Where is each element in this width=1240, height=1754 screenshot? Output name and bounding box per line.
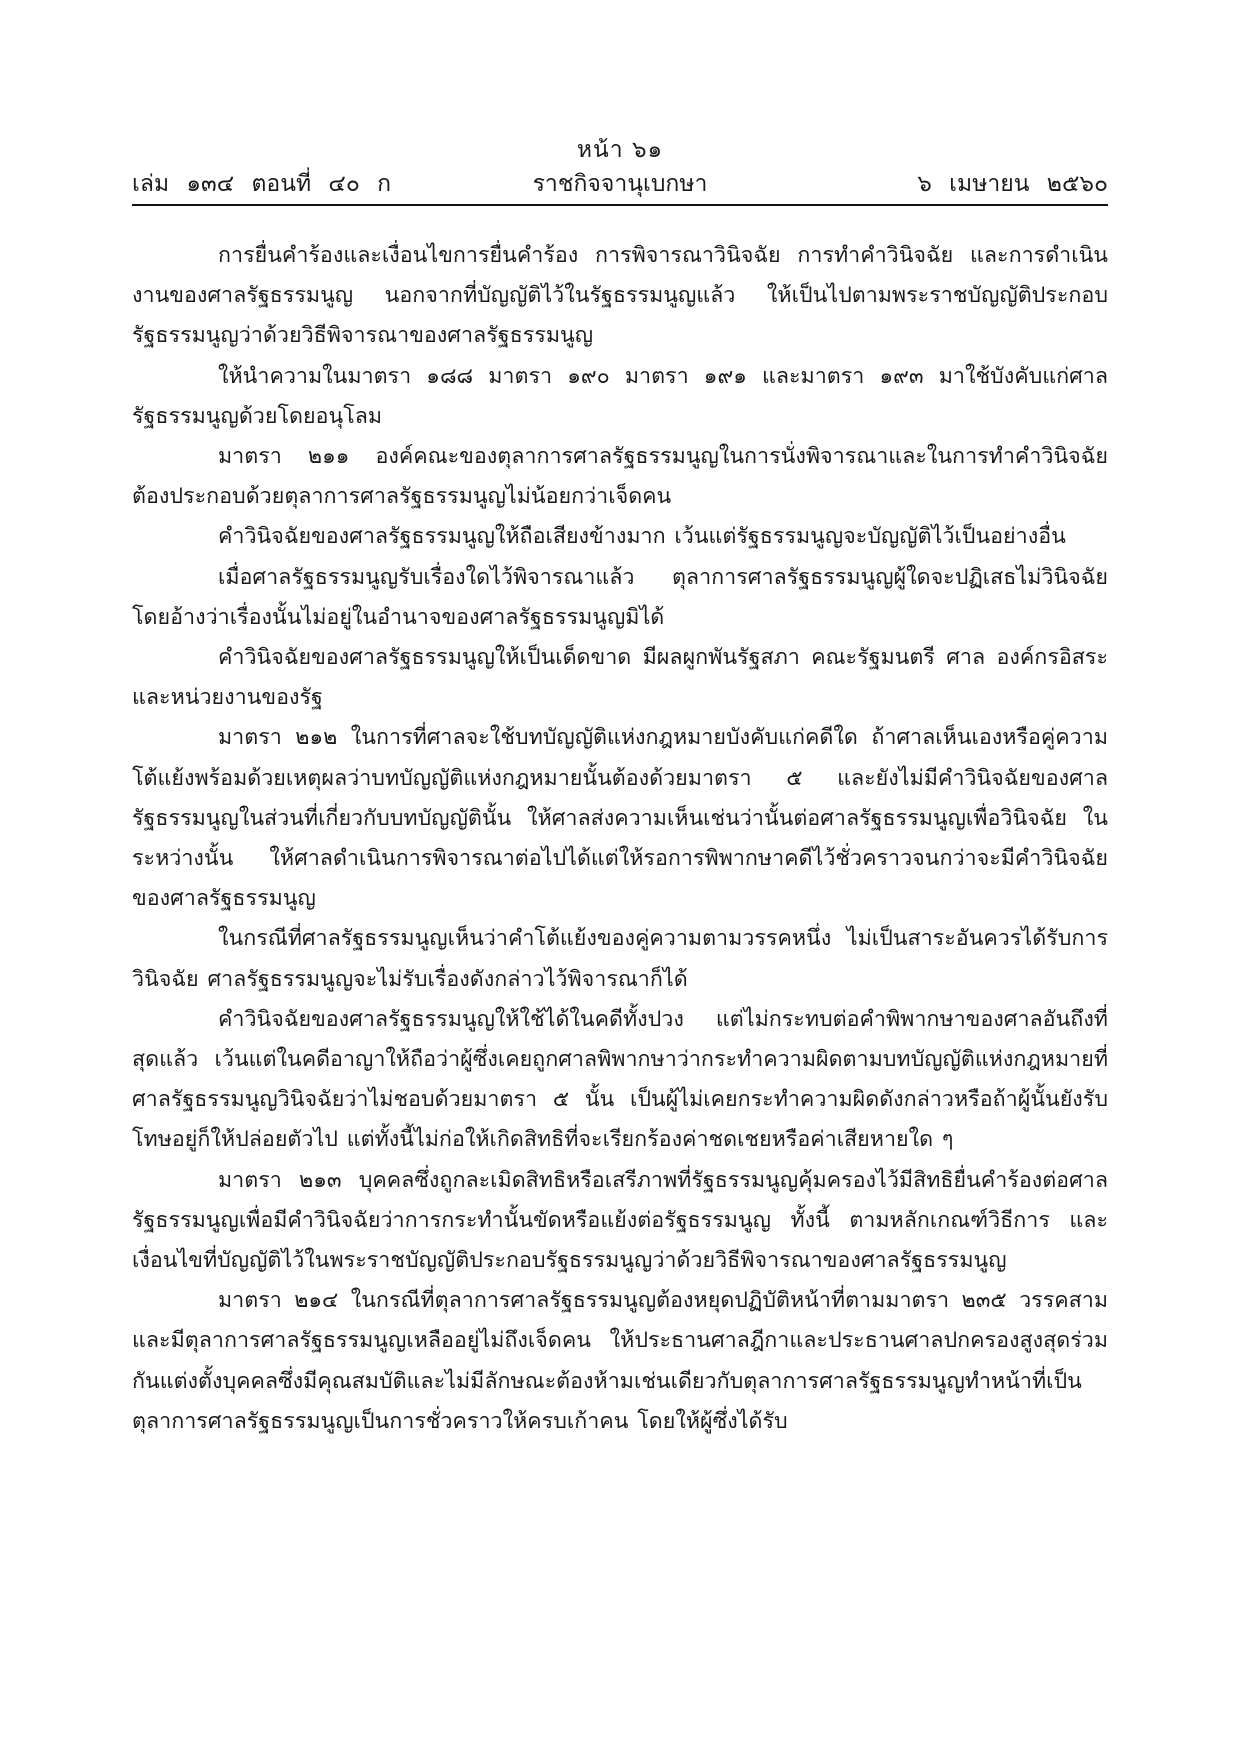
paragraph: ให้นำความในมาตรา ๑๘๘ มาตรา ๑๙๐ มาตรา ๑๙๑ และมาตรา ๑๙๓ มาใช้บังคับแก่ศาลรัฐธรรมนูญด้วยโดยอนุโลม [132, 363, 1108, 429]
section-213: มาตรา ๒๑๓ บุคคลซึ่งถูกละเมิดสิทธิหรือเสรีภาพที่รัฐธรรมนูญคุ้มครองไว้มีสิทธิยื่นคำร้องต่อศาลรัฐธรรมนูญเพื่อมีคำวินิจฉัยว่าการกระทำนั้นขัดหรือแย้งต่อรัฐธรรมนูญ ทั้งนี้ ตามหลักเกณฑ์วิธีการ และเงื่อนไขที่บัญญัติไว้ในพระราชบัญญัติประกอบรัฐธรรมนูญว่าด้วยวิธีพิจารณาของศาลรัฐธรรมนูญ [132, 1167, 1108, 1274]
volume-issue: เล่ม ๑๓๔ ตอนที่ ๔๐ ก [132, 171, 392, 197]
section-214: มาตรา ๒๑๔ ในกรณีที่ตุลาการศาลรัฐธรรมนูญต้องหยุดปฏิบัติหน้าที่ตามมาตรา ๒๓๕ วรรคสาม และมีตุลาการศาลรัฐธรรมนูญเหลืออยู่ไม่ถึงเจ็ดคน ให้ประธานศาลฎีกาและประธานศาลปกครองสูงสุดร่วมกันแต่งตั้งบุคคลซึ่งมีคุณสมบัติและไม่มีลักษณะต้องห้ามเช่นเดียวกับตุลาการศาลรัฐธรรมนูญทำหน้าที่เป็นตุลาการศาลรัฐธรรมนูญเป็นการชั่วคราวให้ครบเก้าคน โดยให้ผู้ซึ่งได้รับ [132, 1288, 1108, 1434]
publication-title: ราชกิจจานุเบกษา [532, 171, 708, 197]
header-divider [132, 204, 1108, 206]
page-number: หน้า ๖๑ [576, 137, 664, 163]
paragraph: เมื่อศาลรัฐธรรมนูญรับเรื่องใดไว้พิจารณาแล้ว ตุลาการศาลรัฐธรรมนูญผู้ใดจะปฏิเสธไม่วินิจฉัยโดยอ้างว่าเรื่องนั้นไม่อยู่ในอำนาจของศาลรัฐธรรมนูญมิได้ [132, 564, 1108, 630]
paragraph: การยื่นคำร้องและเงื่อนไขการยื่นคำร้อง การพิจารณาวินิจฉัย การทำคำวินิจฉัย และการดำเนินงานของศาลรัฐธรรมนูญ นอกจากที่บัญญัติไว้ในรัฐธรรมนูญแล้ว ให้เป็นไปตามพระราชบัญญัติประกอบรัฐธรรมนูญว่าด้วยวิธีพิจารณาของศาลรัฐธรรมนูญ [132, 243, 1108, 349]
paragraph: คำวินิจฉัยของศาลรัฐธรรมนูญให้เป็นเด็ดขาด มีผลผูกพันรัฐสภา คณะรัฐมนตรี ศาล องค์กรอิสระและหน่วยงานของรัฐ [132, 645, 1108, 711]
body-text [132, 236, 1108, 1442]
running-header [132, 166, 1108, 200]
publication-date: ๖ เมษายน ๒๕๖๐ [917, 171, 1108, 197]
paragraph: ในกรณีที่ศาลรัฐธรรมนูญเห็นว่าคำโต้แย้งของคู่ความตามวรรคหนึ่ง ไม่เป็นสาระอันควรได้รับการวินิจฉัย ศาลรัฐธรรมนูญจะไม่รับเรื่องดังกล่าวไว้พิจารณาก็ได้ [132, 926, 1108, 992]
section-212: มาตรา ๒๑๒ ในการที่ศาลจะใช้บทบัญญัติแห่งกฎหมายบังคับแก่คดีใด ถ้าศาลเห็นเองหรือคู่ความโต้แย้งพร้อมด้วยเหตุผลว่าบทบัญญัติแห่งกฎหมายนั้นต้องด้วยมาตรา ๕ และยังไม่มีคำวินิจฉัยของศาลรัฐธรรมนูญในส่วนที่เกี่ยวกับบทบัญญัตินั้น ให้ศาลส่งความเห็นเช่นว่านั้นต่อศาลรัฐธรรมนูญเพื่อวินิจฉัย ในระหว่างนั้น ให้ศาลดำเนินการพิจารณาต่อไปได้แต่ให้รอการพิพากษาคดีไว้ชั่วคราวจนกว่าจะมีคำวินิจฉัยของศาลรัฐธรรมนูญ [132, 725, 1108, 912]
section-211: มาตรา ๒๑๑ องค์คณะของตุลาการศาลรัฐธรรมนูญในการนั่งพิจารณาและในการทำคำวินิจฉัยต้องประกอบด้วยตุลาการศาลรัฐธรรมนูญไม่น้อยกว่าเจ็ดคน [132, 444, 1108, 510]
paragraph: คำวินิจฉัยของศาลรัฐธรรมนูญให้ใช้ได้ในคดีทั้งปวง แต่ไม่กระทบต่อคำพิพากษาของศาลอันถึงที่สุดแล้ว เว้นแต่ในคดีอาญาให้ถือว่าผู้ซึ่งเคยถูกศาลพิพากษาว่ากระทำความผิดตามบทบัญญัติแห่งกฎหมายที่ศาลรัฐธรรมนูญวินิจฉัยว่าไม่ชอบด้วยมาตรา ๕ นั้น เป็นผู้ไม่เคยกระทำความผิดดังกล่าวหรือถ้าผู้นั้นยังรับโทษอยู่ก็ให้ปล่อยตัวไป แต่ทั้งนี้ไม่ก่อให้เกิดสิทธิที่จะเรียกร้องค่าชดเชยหรือค่าเสียหายใด ๆ [132, 1006, 1108, 1153]
paragraph: คำวินิจฉัยของศาลรัฐธรรมนูญให้ถือเสียงข้างมาก เว้นแต่รัฐธรรมนูญจะบัญญัติไว้เป็นอย่างอื่น [218, 524, 1066, 550]
